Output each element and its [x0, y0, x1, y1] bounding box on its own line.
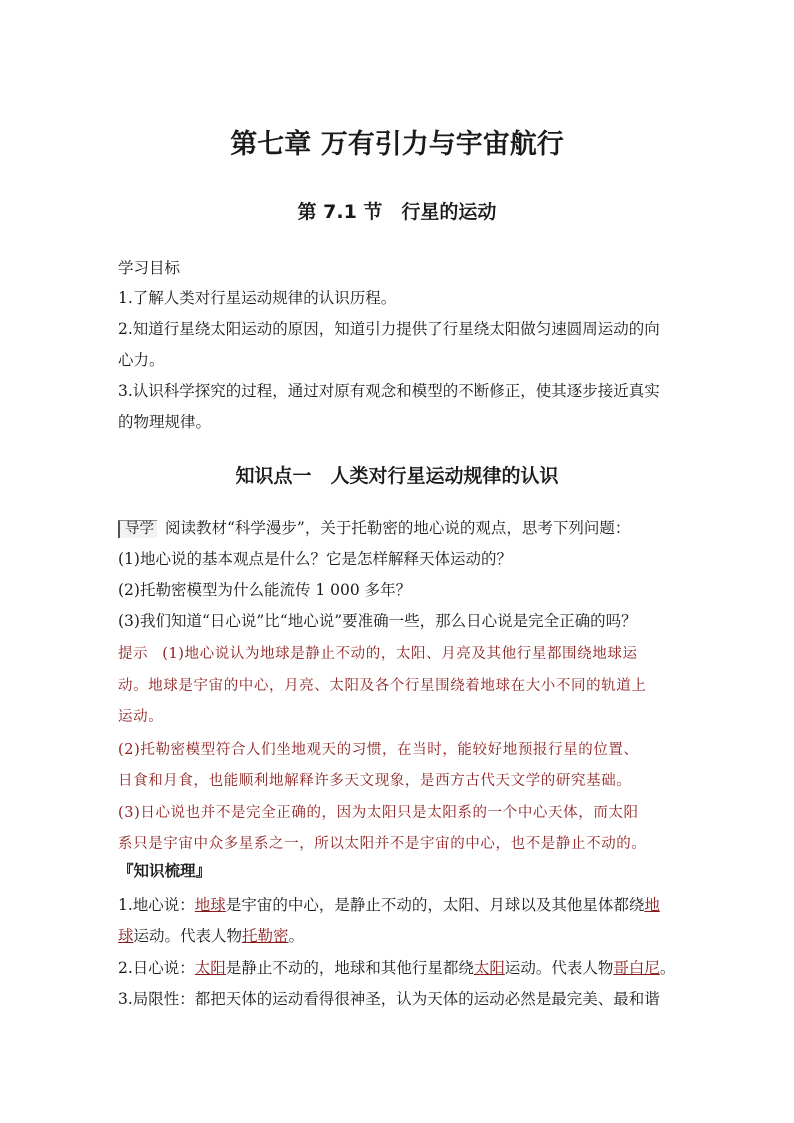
summary-geocentric-line: [118, 895, 678, 915]
objective-line: 1.了解人类对行星运动规律的认识历程。: [118, 289, 397, 307]
guide-question: (3)我们知道“日心说”比“地心说”要准确一些，那么日心说是完全正确的吗？: [118, 612, 637, 630]
text-fragment: 2.日心说：: [118, 959, 195, 977]
text-fragment: 是宇宙的中心，是静止不动的，太阳、月球以及其他星体都绕: [225, 896, 645, 914]
hint-line: 日食和月食，也能顺利地解释许多天文现象，是西方古代天文学的研究基础。: [118, 773, 632, 789]
text-fragment: 。: [288, 927, 305, 945]
hint-line: 动。地球是宇宙的中心，月亮、太阳及各个行星围绕着地球在大小不同的轨道上: [118, 678, 647, 694]
answer-blank: 太阳: [194, 959, 226, 977]
guide-question: (2)托勒密模型为什么能流传 1 000 多年？: [118, 581, 412, 599]
objective-line: 的物理规律。: [118, 413, 212, 431]
hint-prefix: 提示: [118, 646, 149, 662]
text-fragment: 。: [659, 959, 676, 977]
objective-line: 心力。: [118, 351, 165, 369]
section-title: 第 7.1 节 行星的运动: [297, 201, 497, 223]
guide-question: (1)地心说的基本观点是什么？它是怎样解释天体运动的？: [118, 550, 512, 568]
text-fragment: 1.地心说：: [118, 896, 195, 914]
answer-blank: 地球: [194, 896, 226, 914]
answer-blank: 太阳: [473, 959, 505, 977]
summary-limitation-line: 3.局限性：都把天体的运动看得很神圣，认为天体的运动必然是最完美、最和谐: [118, 990, 660, 1008]
summary-heading: 『知识梳理』: [118, 861, 212, 880]
hint-line: (3)日心说也并不是完全正确的，因为太阳只是太阳系的一个中心天体，而太阳: [118, 805, 639, 821]
knowledge-point-title: 知识点一 人类对行星运动规律的认识: [235, 465, 559, 487]
text-fragment: 运动。代表人物: [133, 927, 243, 945]
objective-line: 2.知道行星绕太阳运动的原因，知道引力提供了行星绕太阳做匀速圆周运动的向: [118, 320, 660, 338]
guide-badge: 导学: [118, 520, 157, 538]
objectives-heading: 学习目标: [118, 259, 181, 277]
objective-line: 3.认识科学探究的过程，通过对原有观念和模型的不断修正，使其逐步接近真实: [118, 382, 660, 400]
hint-text: (1)地心说认为地球是静止不动的，太阳、月亮及其他行星都围绕地球运: [162, 646, 638, 662]
text-fragment: 运动。代表人物: [504, 959, 614, 977]
chapter-title: 第七章 万有引力与宇宙航行: [230, 129, 564, 160]
hint-line: 运动。: [118, 709, 164, 725]
answer-blank: 球: [118, 927, 134, 945]
answer-blank: 托勒密: [242, 927, 289, 945]
hint-line: (2)托勒密模型符合人们坐地观天的习惯，在当时，能较好地预报行星的位置、: [118, 742, 639, 758]
hint-line: [118, 644, 678, 664]
hint-line: 系只是宇宙中众多星系之一，所以太阳并不是宇宙的中心，也不是静止不动的。: [118, 836, 647, 852]
answer-blank: 哥白尼: [613, 959, 660, 977]
guide-intro-line: [118, 518, 678, 538]
summary-geocentric-line: [118, 926, 678, 946]
answer-blank: 地: [644, 896, 660, 914]
text-fragment: 是静止不动的，地球和其他行星都绕: [225, 959, 474, 977]
summary-heliocentric-line: [118, 958, 678, 978]
guide-intro: 阅读教材“科学漫步”，关于托勒密的地心说的观点，思考下列问题：: [165, 519, 631, 537]
